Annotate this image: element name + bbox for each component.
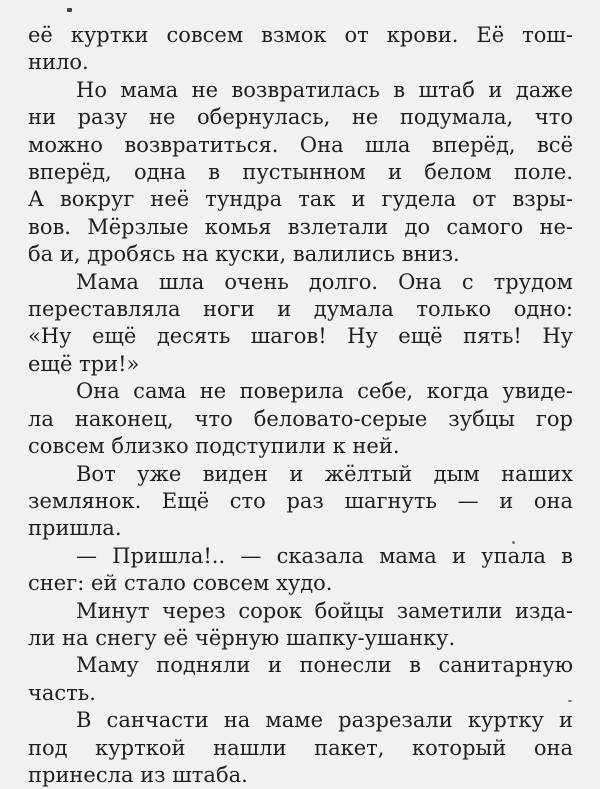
book-page-text (28, 22, 573, 789)
paragraph (28, 598, 573, 653)
text-line: ла наконец, что беловато-серые зубцы гор (28, 406, 573, 431)
paragraph (28, 707, 573, 789)
text-line: совсем близко подступили к ней. (28, 434, 400, 459)
paragraph (28, 22, 573, 77)
text-line: вперёд, одна в пустынном и белом поле. (28, 160, 573, 185)
text-line: её куртки совсем взмок от крови. Её тош- (28, 23, 573, 47)
paragraph (28, 652, 573, 707)
text-line: В санчасти на маме разрезали куртку и (76, 708, 573, 733)
text-line: «Ну ещё десять шагов! Ну ещё пять! Ну (28, 324, 573, 349)
text-line: А вокруг неё тундра так и гудела от взры- (28, 187, 573, 212)
paragraph (28, 543, 573, 598)
print-mark (67, 8, 72, 12)
text-line: — Пришла!.. — сказала мама и упала в (76, 543, 573, 568)
text-line: нило. (28, 50, 89, 75)
paragraph (28, 378, 573, 460)
text-line: ба и, дробясь на куски, валились вниз. (28, 242, 460, 267)
paragraph (28, 269, 573, 379)
text-line: Она сама не поверила себе, когда увиде- (76, 379, 573, 404)
text-line: ни разу не обернулась, не подумала, что (28, 105, 573, 130)
text-line: Мама шла очень долго. Она с трудом (76, 269, 573, 294)
text-line: вов. Мёрзлые комья взлетали до самого не- (28, 214, 573, 239)
paragraph (28, 461, 573, 543)
text-line: Маму подняли и понесли в санитарную (76, 653, 573, 678)
text-line: ли на снегу её чёрную шапку-ушанку. (28, 625, 456, 650)
paragraph (28, 77, 573, 269)
text-line: ещё три!» (28, 351, 140, 376)
text-line: Вот уже виден и жёлтый дым наших (76, 461, 573, 486)
text-line: Но мама не возвратилась в штаб и даже (76, 77, 573, 102)
text-line: часть. (28, 680, 96, 705)
text-line: снег: ей стало совсем худо. (28, 571, 333, 596)
text-line: пришла. (28, 516, 122, 541)
text-line: переставляла ноги и думала только одно: (28, 297, 573, 322)
text-line: можно возвратиться. Она шла вперёд, всё (28, 132, 573, 157)
text-line: землянок. Ещё сто раз шагнуть — и она (28, 488, 573, 513)
text-line: принесла из штаба. (28, 762, 248, 787)
text-line: под курткой нашли пакет, который она (28, 735, 573, 760)
text-line: Минут через сорок бойцы заметили изда- (76, 598, 573, 623)
